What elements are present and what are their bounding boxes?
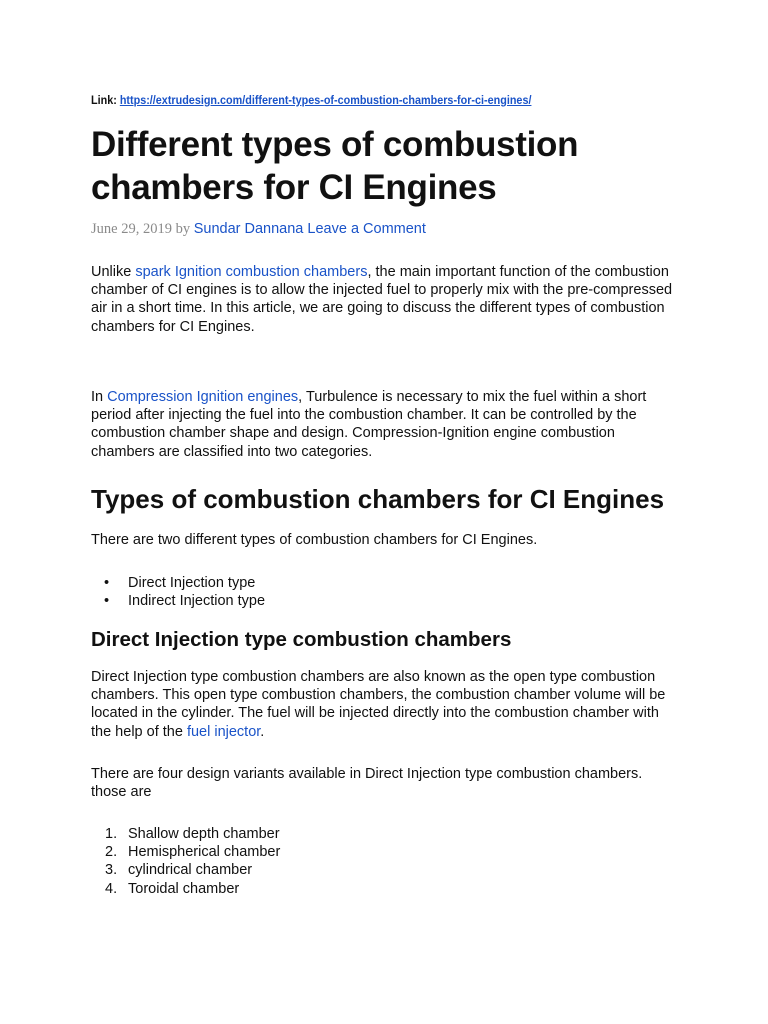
variants-intro-text: There are four design variants available in Direct Injection type combustion chambers. those are [91, 766, 643, 801]
list-number: 1. [105, 826, 118, 842]
direct-text-start: Direct Injection type combustion chambers are also known as the open type combustion chambers. This open type combustion chambers, the combustion chamber volume will be located in the cylinder. The fuel will be injected directly into the combustion chamber with the help of the [91, 669, 666, 740]
variants-list [91, 825, 280, 898]
compression-ignition-link[interactable]: Compression Ignition engines [107, 389, 299, 405]
list-item [91, 825, 280, 843]
source-link-line [91, 93, 531, 107]
direct-injection-heading: Direct Injection type combustion chambers [91, 628, 512, 651]
intro-text-end: , the main important function of the combustion chamber of CI engines is to allow the injected fuel to properly mix with the pre-compressed air in a short time. In this article, we are going to discuss the different types of combustion chambers for CI Engines. [91, 264, 673, 335]
list-number: 2. [105, 844, 118, 861]
article-meta [91, 221, 426, 238]
bullet-mark: • [104, 575, 110, 591]
list-item [91, 574, 265, 592]
list-item [91, 861, 280, 879]
intro-text-start: Unlike [91, 264, 136, 280]
article-title [91, 123, 651, 209]
para2-text-end: , Turbulence is necessary to mix the fuel within a short period after injecting the fuel into the combustion chamber. It can be controlled by the combustion chamber shape and design. Compression-Ignition engine combustion chambers are classified into two categories. [91, 389, 647, 460]
article-title-line1: Different types of combustion [91, 125, 579, 164]
list-number: 3. [105, 862, 118, 879]
direct-injection-paragraph [91, 668, 681, 741]
list-item-label: cylindrical chamber [128, 862, 253, 879]
publish-date: June 29, 2019 [91, 221, 172, 237]
list-item-label: Indirect Injection type [128, 593, 266, 610]
list-item-label: Toroidal chamber [128, 880, 240, 897]
types-intro-text: There are two different types of combustion chambers for CI Engines. [91, 532, 538, 548]
article-title-line2: chambers for CI Engines [91, 168, 497, 207]
by-text: by [171, 221, 194, 237]
source-url-link[interactable]: https://extrudesign.com/different-types-of-combustion-chambers-for-ci-engines/ [119, 93, 532, 107]
spark-ignition-link[interactable]: spark Ignition combustion chambers [135, 264, 368, 280]
list-item [91, 592, 265, 610]
bullet-mark: • [104, 593, 110, 610]
list-item-label: Shallow depth chamber [128, 826, 280, 842]
leave-comment-link[interactable]: Leave a Comment [307, 221, 426, 237]
fuel-injector-link[interactable]: fuel injector [186, 723, 261, 740]
source-link-label: Link: [91, 93, 117, 107]
list-item [91, 880, 280, 898]
compression-paragraph [91, 388, 681, 461]
list-item [91, 843, 280, 861]
types-list [91, 574, 265, 610]
para2-text-start: In [91, 389, 108, 405]
author-link[interactable]: Sundar Dannana [193, 221, 304, 237]
types-heading: Types of combustion chambers for CI Engines [91, 484, 665, 514]
list-item-label: Hemispherical chamber [128, 844, 281, 861]
direct-text-end: . [260, 723, 265, 740]
list-item-label: Direct Injection type [128, 575, 256, 591]
list-number: 4. [105, 880, 118, 897]
intro-paragraph [91, 263, 681, 336]
